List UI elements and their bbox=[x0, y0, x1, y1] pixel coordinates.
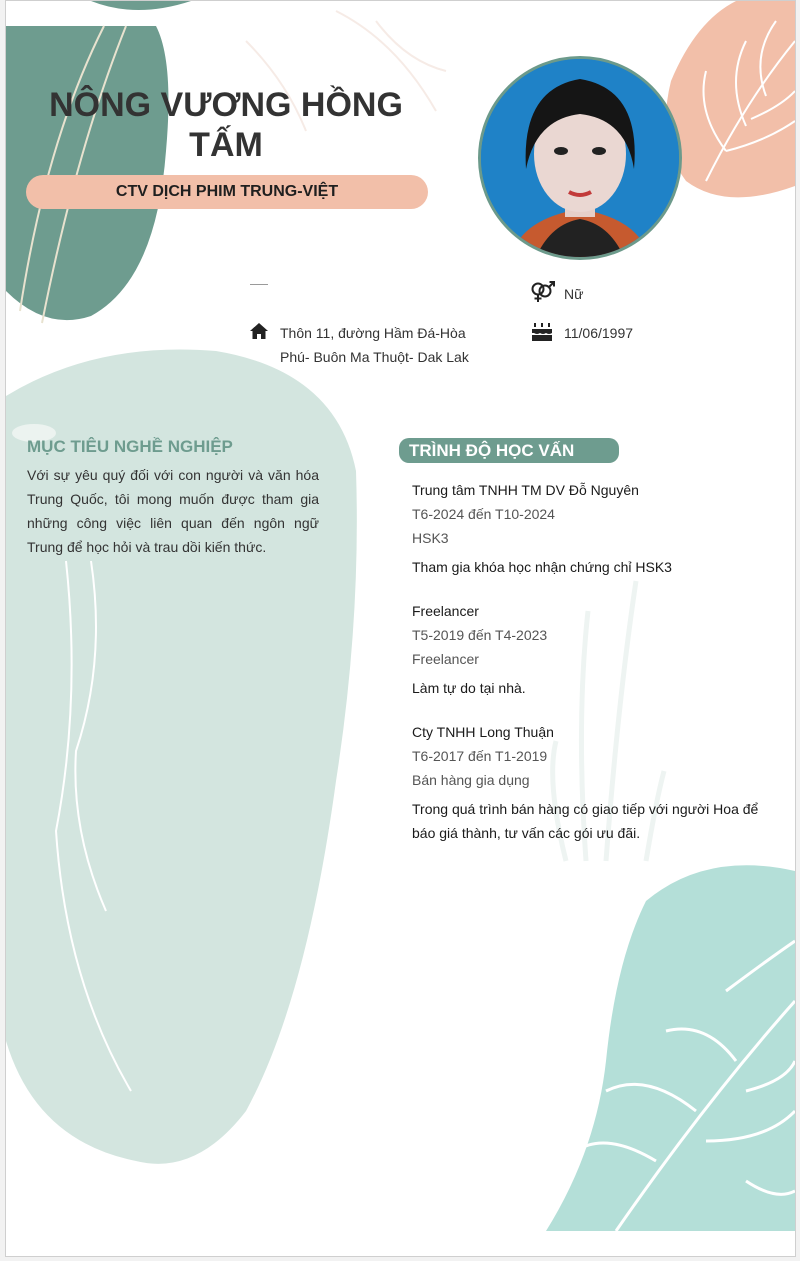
avatar bbox=[478, 56, 682, 260]
birthday-text: 11/06/1997 bbox=[564, 325, 634, 341]
objective-heading: MỤC TIÊU NGHỀ NGHIỆP bbox=[27, 437, 233, 456]
education-role: Freelancer bbox=[412, 651, 479, 667]
education-desc: Trong quá trình bán hàng có giao tiếp với người Hoa để báo giá thành, tư vấn các gói ưu đãi. bbox=[412, 801, 759, 841]
education-org: Cty TNHH Long Thuận bbox=[412, 724, 554, 740]
education-role: Bán hàng gia dụng bbox=[412, 772, 530, 788]
education-role: HSK3 bbox=[412, 530, 449, 546]
divider bbox=[250, 284, 268, 285]
gender-icon bbox=[530, 281, 556, 303]
education-period: T6-2017 đến T1-2019 bbox=[412, 748, 548, 764]
education-heading-badge bbox=[399, 438, 619, 463]
education-item bbox=[412, 478, 772, 579]
resume-page bbox=[5, 0, 796, 1257]
objective-text: Với sự yêu quý đối với con người và văn hóa Trung Quốc, tôi mong muốn được tham gia những công việc liên quan đến ngôn ngữ Trung để học hỏi và trau dồi kiến thức. bbox=[27, 467, 319, 555]
candidate-name: NÔNG VƯƠNG HỒNG TẤM bbox=[49, 86, 403, 164]
education-period: T5-2019 đến T4-2023 bbox=[412, 627, 548, 643]
education-period: T6-2024 đến T10-2024 bbox=[412, 506, 555, 522]
education-item bbox=[412, 720, 772, 845]
education-org: Freelancer bbox=[412, 603, 479, 619]
cake-icon bbox=[531, 320, 553, 342]
education-heading: TRÌNH ĐỘ HỌC VẤN bbox=[409, 440, 575, 460]
job-title-badge bbox=[26, 175, 428, 209]
home-icon bbox=[249, 322, 269, 340]
education-item bbox=[412, 599, 772, 700]
address-text: Thôn 11, đường Hầm Đá-Hòa Phú- Buôn Ma Thuột- Dak Lak bbox=[280, 325, 469, 365]
education-desc: Làm tự do tại nhà. bbox=[412, 680, 526, 696]
avatar-photo bbox=[481, 59, 679, 257]
gender-text: Nữ bbox=[564, 286, 584, 302]
job-title: CTV DỊCH PHIM TRUNG-VIỆT bbox=[115, 183, 339, 200]
education-org: Trung tâm TNHH TM DV Đỗ Nguyên bbox=[412, 482, 639, 498]
education-desc: Tham gia khóa học nhận chứng chỉ HSK3 bbox=[412, 559, 672, 575]
